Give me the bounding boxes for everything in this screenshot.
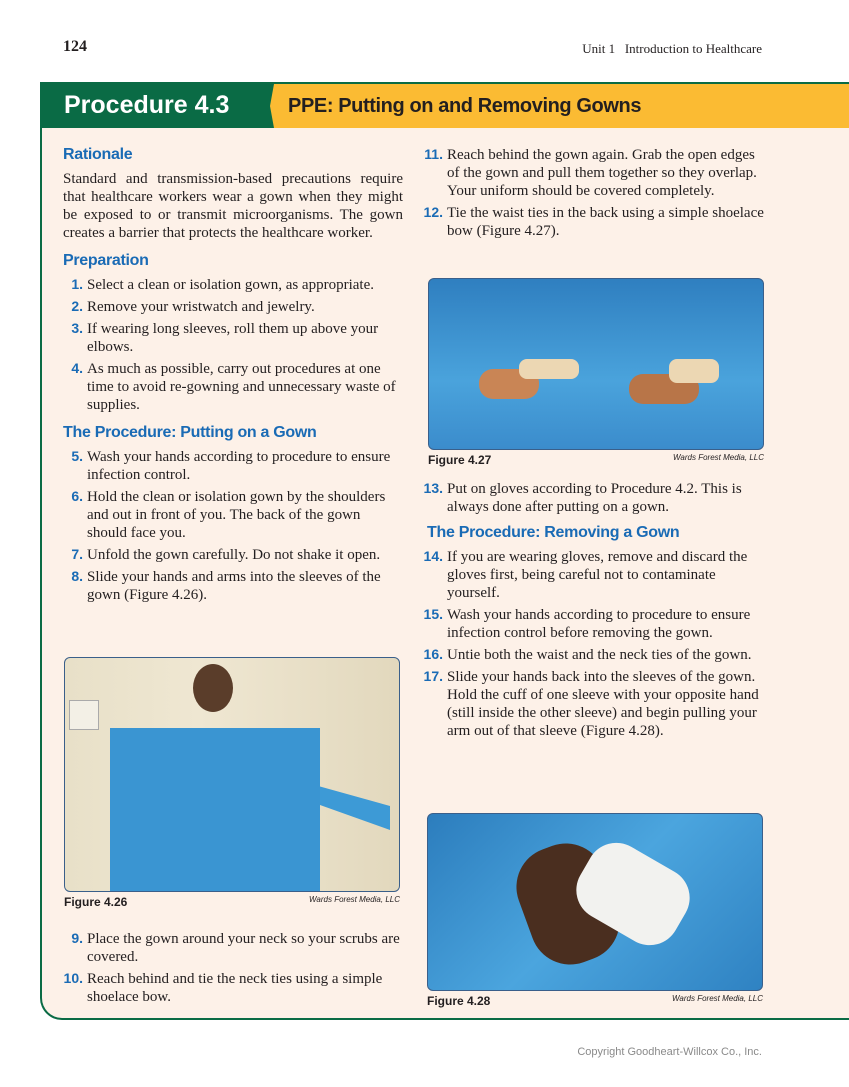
step-text: Reach behind the gown again. Grab the open edges of the gown and pull them together so they overlap. Your uniform should be covered completely. [447, 147, 757, 199]
step-number: 6. [71, 488, 83, 504]
step-number: 4. [71, 360, 83, 376]
rationale-text: Standard and transmission-based precautions require that healthcare workers wear a gown when they might be exposed to or transmit microorganisms. The gown creates a barrier that protects the healthcare worker. [63, 171, 403, 241]
step-text: Untie both the waist and the neck ties of the gown. [447, 647, 752, 663]
step-item [63, 930, 403, 966]
left-column [63, 146, 403, 608]
putting-on-heading: The Procedure: Putting on a Gown [63, 424, 317, 441]
step-number: 11. [424, 146, 443, 162]
step-text: Put on gloves according to Procedure 4.2. This is always done after putting on a gown. [447, 481, 742, 515]
removing-heading: The Procedure: Removing a Gown [427, 524, 680, 541]
step-item [423, 204, 766, 240]
figure-label: Figure 4.26 [64, 895, 128, 909]
step-item [63, 546, 403, 564]
figure-credit: Wards Forest Media, LLC [672, 994, 763, 1003]
figure-credit: Wards Forest Media, LLC [673, 453, 764, 462]
step-item [63, 320, 403, 356]
procedure-number: Procedure 4.3 [64, 91, 230, 119]
figure-label: Figure 4.28 [427, 994, 491, 1008]
step-text: Wash your hands according to procedure to ensure infection control before removing the gown. [447, 607, 751, 641]
figure-4-26 [64, 657, 400, 909]
step-item [63, 276, 403, 294]
figure-4-26-image [64, 657, 400, 892]
running-head: Unit 1 Introduction to Healthcare [582, 41, 762, 56]
step-number: 12. [423, 204, 443, 220]
step-number: 1. [71, 276, 83, 292]
step-item [63, 970, 403, 1006]
step-number: 14. [423, 548, 443, 564]
step-text: As much as possible, carry out procedures at one time to avoid re-gowning and unnecessary waste of supplies. [87, 361, 396, 413]
step-item [63, 298, 403, 316]
step-text: Wash your hands according to procedure to ensure infection control. [87, 449, 391, 483]
figure-4-27-image [428, 278, 764, 450]
step-text: Hold the clean or isolation gown by the shoulders and out in front of you. The back of the gown should face you. [87, 489, 386, 541]
step-item [423, 606, 766, 642]
step-item [423, 646, 766, 664]
right-column-middle [423, 480, 766, 744]
step-item [63, 568, 403, 604]
step-item [423, 548, 766, 602]
step-text: Reach behind and tie the neck ties using a simple shoelace bow. [87, 971, 383, 1005]
step-number: 15. [423, 606, 443, 622]
step-number: 3. [71, 320, 83, 336]
left-column-bottom [63, 930, 403, 1010]
step-text: Tie the waist ties in the back using a simple shoelace bow (Figure 4.27). [447, 205, 764, 239]
step-number: 16. [423, 646, 443, 662]
step-number: 8. [71, 568, 83, 584]
copyright: Copyright Goodheart-Willcox Co., Inc. [577, 1046, 762, 1058]
preparation-heading: Preparation [63, 252, 149, 269]
step-number: 5. [71, 448, 83, 464]
step-text: Unfold the gown carefully. Do not shake it open. [87, 547, 381, 563]
step-item [63, 360, 403, 414]
step-number: 17. [423, 668, 443, 684]
page-number: 124 [63, 38, 87, 55]
step-text: Select a clean or isolation gown, as appropriate. [87, 277, 374, 293]
step-item [423, 668, 766, 740]
step-item [63, 448, 403, 484]
procedure-title: PPE: Putting on and Removing Gowns [288, 95, 642, 117]
figure-credit: Wards Forest Media, LLC [309, 895, 400, 904]
step-item [423, 480, 766, 516]
step-item [63, 488, 403, 542]
rationale-heading: Rationale [63, 146, 133, 163]
step-text: Remove your wristwatch and jewelry. [87, 299, 315, 315]
step-item [423, 146, 766, 200]
step-number: 10. [63, 970, 83, 986]
step-number: 7. [71, 546, 83, 562]
figure-4-27 [428, 278, 764, 467]
figure-4-28-image [427, 813, 763, 991]
step-text: Place the gown around your neck so your scrubs are covered. [87, 931, 400, 965]
step-number: 9. [71, 930, 83, 946]
step-number: 13. [423, 480, 443, 496]
step-text: Slide your hands back into the sleeves of the gown. Hold the cuff of one sleeve with your opposite hand (still inside the other sleeve) and begin pulling your arm out of that sleeve (Figure 4.28). [447, 669, 759, 739]
step-text: If you are wearing gloves, remove and discard the gloves first, being careful not to contaminate yourself. [447, 549, 748, 601]
figure-label: Figure 4.27 [428, 453, 492, 467]
figure-4-28 [427, 813, 763, 1008]
step-text: Slide your hands and arms into the sleeves of the gown (Figure 4.26). [87, 569, 381, 603]
step-text: If wearing long sleeves, roll them up above your elbows. [87, 321, 379, 355]
step-number: 2. [71, 298, 83, 314]
procedure-header [42, 84, 849, 128]
right-column-top [423, 146, 766, 244]
